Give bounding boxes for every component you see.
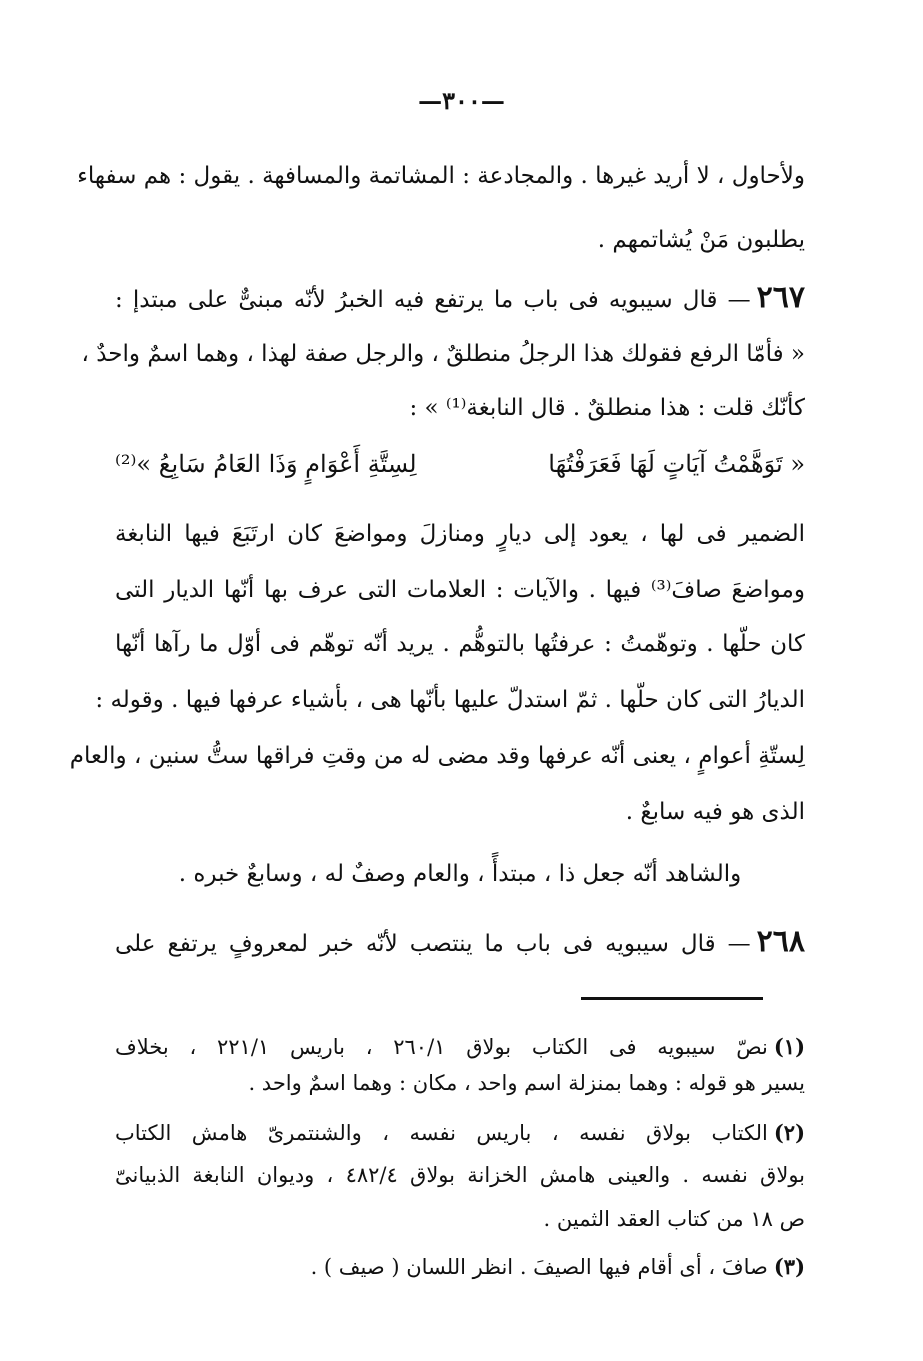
text-line: كأنّك قلت : هذا منطلقٌ . قال النابغة⁽¹⁾ » : bbox=[409, 395, 805, 421]
text-line: ومواضعَ صافَ⁽³⁾ فيها . والآيات : العلامات التى عرف بها أنّها الديار التى bbox=[115, 577, 805, 603]
footnote-number: (٣) bbox=[773, 1254, 805, 1279]
text-line: الذى هو فيه سابعٌ . bbox=[625, 799, 805, 825]
footnote-number: (٢) bbox=[773, 1120, 805, 1145]
verse-second-hemistich: لِسِتَّةِ أَعْوَامٍ وَذَا العَامُ سَابِعُ »⁽²⁾ bbox=[115, 450, 417, 478]
section-268-line bbox=[115, 926, 805, 960]
text-line: الديارُ التى كان حلّها . ثمّ استدلّ عليها بأنّها هى ، بأشياء عرفها فيها . وقوله : bbox=[95, 687, 805, 713]
section-number: ٢٦٧ bbox=[756, 280, 805, 315]
text-line: لِستّةِ أعوامٍ ، يعنى أنّه عرفها وقد مضى له من وقتِ فراقها ستُّ سنين ، والعام bbox=[69, 743, 805, 769]
verse-first-hemistich: « تَوَهَّمْتُ آيَاتٍ لَهَا فَعَرَفْتُهَا bbox=[548, 450, 805, 478]
section-number: ٢٦٨ bbox=[756, 924, 805, 959]
page-number: —٣٠٠— bbox=[418, 86, 505, 115]
text-line: الضمير فى لها ، يعود إلى ديارٍ ومنازلَ ومواضعَ كان ارتَبَعَ فيها النابغة bbox=[115, 521, 805, 547]
section-heading-text: — قال سيبويه فى باب ما يرتفع فيه الخبرُ لأنّه مبنىٌّ على مبتدإ : bbox=[115, 287, 751, 313]
text-line: « فأمّا الرفع فقولك هذا الرجلُ منطلقٌ ، والرجل صفة لهذا ، وهما اسمٌ واحدٌ ، bbox=[81, 341, 805, 367]
footnote-number: (١) bbox=[773, 1034, 805, 1059]
footnote-text: يسير هو قوله : وهما بمنزلة اسم واحد ، مكان : وهما اسمٌ واحد . bbox=[248, 1071, 805, 1095]
footnote-text: صافَ ، أى أقام فيها الصيفَ . انظر اللسان ( صيف ) . bbox=[310, 1255, 768, 1279]
text-line: يطلبون مَنْ يُشاتمهم . bbox=[597, 227, 805, 253]
footnote-2-line bbox=[115, 1118, 805, 1148]
section-267-line bbox=[115, 282, 805, 316]
footnote-text: نصّ سيبويه فى الكتاب بولاق ٢٦٠/١ ، باريس ٢٢١/١ ، بخلاف bbox=[115, 1035, 768, 1059]
footnote-1-line bbox=[115, 1032, 805, 1062]
text-line: والشاهد أنّه جعل ذا ، مبتدأً ، والعام وصفٌ له ، وسابعٌ خبره . bbox=[178, 861, 742, 887]
footnote-separator bbox=[581, 997, 763, 1000]
footnote-3-line bbox=[115, 1252, 805, 1282]
footnote-text: الكتاب بولاق نفسه ، باريس نفسه ، والشنتمرىّ هامش الكتاب bbox=[115, 1121, 768, 1145]
poetry-verse bbox=[115, 446, 805, 482]
text-line: ولأحاول ، لا أريد غيرها . والمجادعة : المشاتمة والمسافهة . يقول : هم سفهاء bbox=[77, 163, 805, 189]
section-heading-text: — قال سيبويه فى باب ما ينتصب لأنّه خبر لمعروفٍ يرتفع على bbox=[115, 931, 751, 957]
footnote-text: بولاق نفسه . والعينى هامش الخزانة بولاق ٤٨٢/٤ ، وديوان النابغة الذبيانىّ bbox=[115, 1163, 806, 1187]
footnote-text: ص ١٨ من كتاب العقد الثمين . bbox=[543, 1207, 805, 1231]
text-line: كان حلّها . وتوهّمتُ : عرفتُها بالتوهُّم . يريد أنّه توهّم فى أوّل ما رآها أنّها bbox=[115, 631, 805, 657]
